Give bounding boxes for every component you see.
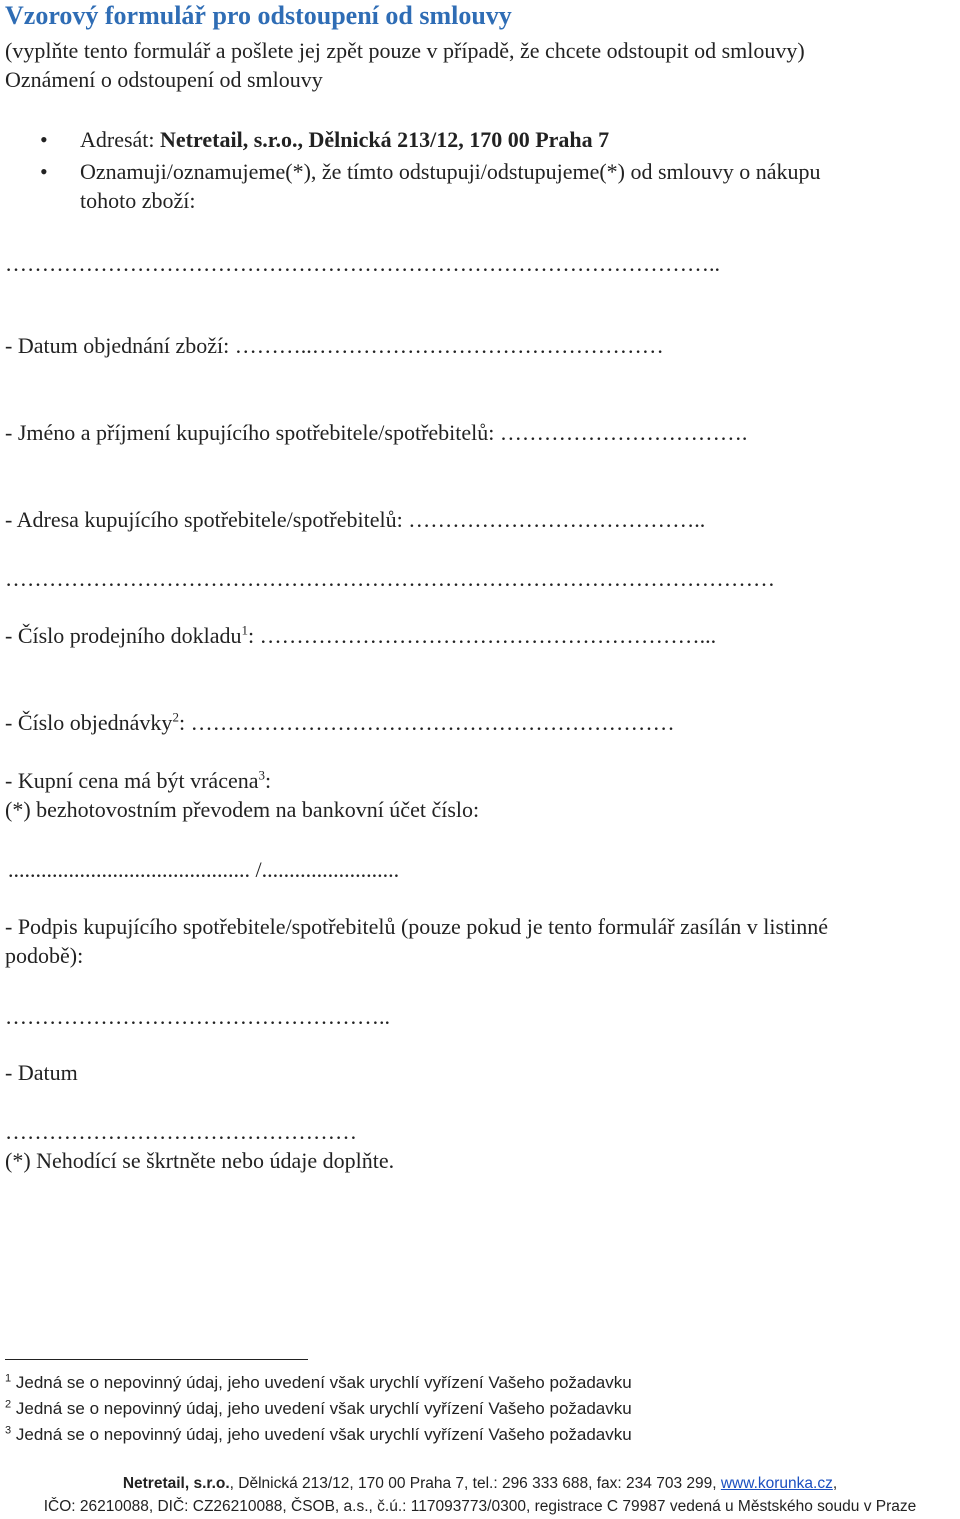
bullet-icon: • <box>40 159 48 184</box>
footer-line-2: IČO: 26210088, DIČ: CZ26210088, ČSOB, a.s., č.ú.: 117093773/0300, registrace C 79987 vedená u Městského soudu v Praze <box>43 1498 917 1515</box>
name-field[interactable]: ……………………………. <box>499 420 748 445</box>
footnote-1-text: Jedná se o nepovinný údaj, jeho uvedení však urychlí vyřízení Vašeho požadavku <box>15 1373 632 1392</box>
address-row <box>5 506 705 534</box>
footnote-ref-1: 1 <box>241 622 248 638</box>
signature-label: - Podpis kupujícího spotřebitele/spotřebitelů (pouze pokud je tento formulář zasílán v listinné <box>5 914 828 939</box>
goods-field[interactable]: …………………………………………………………………………………….. <box>5 251 720 276</box>
footer-website-link[interactable]: www.korunka.cz <box>720 1475 833 1492</box>
address-label: - Adresa kupujícího spotřebitele/spotřebitelů: <box>5 507 409 532</box>
order-date-row <box>5 332 664 360</box>
footnote-ref-2: 2 <box>172 709 179 725</box>
order-number-colon: : <box>178 710 191 735</box>
withdrawal-statement: Oznamuji/oznamujeme(*), že tímto odstupuji/odstupujeme(*) od smlouvy o nákupu <box>80 159 821 184</box>
addressee-label: Adresát: <box>80 127 161 152</box>
withdrawal-statement-cont: tohoto zboží: <box>80 188 196 213</box>
signature-field[interactable]: …………………………………………….. <box>5 1004 390 1029</box>
intro-instructions: (vyplňte tento formulář a pošlete jej zpět pouze v případě, že chcete odstoupit od smlouvy) <box>5 38 805 63</box>
footnote-3-text: Jedná se o nepovinný údaj, jeho uvedení však urychlí vyřízení Vašeho požadavku <box>15 1425 632 1444</box>
page-title: Vzorový formulář pro odstoupení od smlouvy <box>5 1 512 30</box>
receipt-colon: : <box>247 623 260 648</box>
signature-label-cont: podobě): <box>5 943 84 968</box>
receipt-row <box>5 622 716 650</box>
refund-method: (*) bezhotovostním převodem na bankovní účet číslo: <box>5 797 480 822</box>
refund-row <box>5 767 271 795</box>
name-label: - Jméno a příjmení kupujícího spotřebitele/spotřebitelů: <box>5 420 500 445</box>
addressee-value: Netretail, s.r.o., Dělnická 213/12, 170 00 Praha 7 <box>160 127 610 152</box>
receipt-field[interactable]: ……………………………………………………... <box>259 623 717 648</box>
order-number-field[interactable]: ………………………………………………………… <box>190 710 675 735</box>
bank-account-field[interactable]: ............................................ /......................... <box>8 857 400 882</box>
receipt-label: - Číslo prodejního dokladu <box>5 623 242 648</box>
footnote-2-number: 2 <box>5 1398 12 1411</box>
footnote-3-number: 3 <box>5 1424 12 1437</box>
footnote-2-text: Jedná se o nepovinný údaj, jeho uvedení však urychlí vyřízení Vašeho požadavku <box>15 1399 632 1418</box>
intro-subtitle: Oznámení o odstoupení od smlouvy <box>5 67 323 92</box>
order-number-label: - Číslo objednávky <box>5 710 173 735</box>
name-row <box>5 419 747 447</box>
footnote-2 <box>5 1398 632 1420</box>
bullet-icon: • <box>40 127 48 152</box>
footnote-1 <box>5 1372 632 1394</box>
footnote-1-number: 1 <box>5 1372 12 1385</box>
order-number-row <box>5 709 675 737</box>
footer-contact: , Dělnická 213/12, 170 00 Praha 7, tel.: 296 333 688, fax: 234 703 299, <box>229 1475 721 1492</box>
refund-colon: : <box>265 768 272 793</box>
footer-comma: , <box>832 1475 838 1492</box>
order-date-field[interactable]: ………..………………………………………… <box>234 333 664 358</box>
footer-line-1 <box>0 1474 960 1494</box>
footnote-divider <box>5 1359 308 1360</box>
footnote-ref-3: 3 <box>258 767 265 783</box>
date-label: - Datum <box>5 1060 78 1085</box>
address-field-line2[interactable]: …………………………………………………………………………………………… <box>5 566 775 591</box>
date-field[interactable]: ………………………………………… <box>5 1119 357 1144</box>
strike-note: (*) Nehodící se škrtněte nebo údaje doplňte. <box>5 1148 395 1173</box>
order-date-label: - Datum objednání zboží: <box>5 333 235 358</box>
address-field[interactable]: ………………………………….. <box>408 507 706 532</box>
footer-company: Netretail, s.r.o. <box>122 1475 230 1492</box>
refund-label: - Kupní cena má být vrácena <box>5 768 259 793</box>
footnote-3 <box>5 1424 632 1446</box>
